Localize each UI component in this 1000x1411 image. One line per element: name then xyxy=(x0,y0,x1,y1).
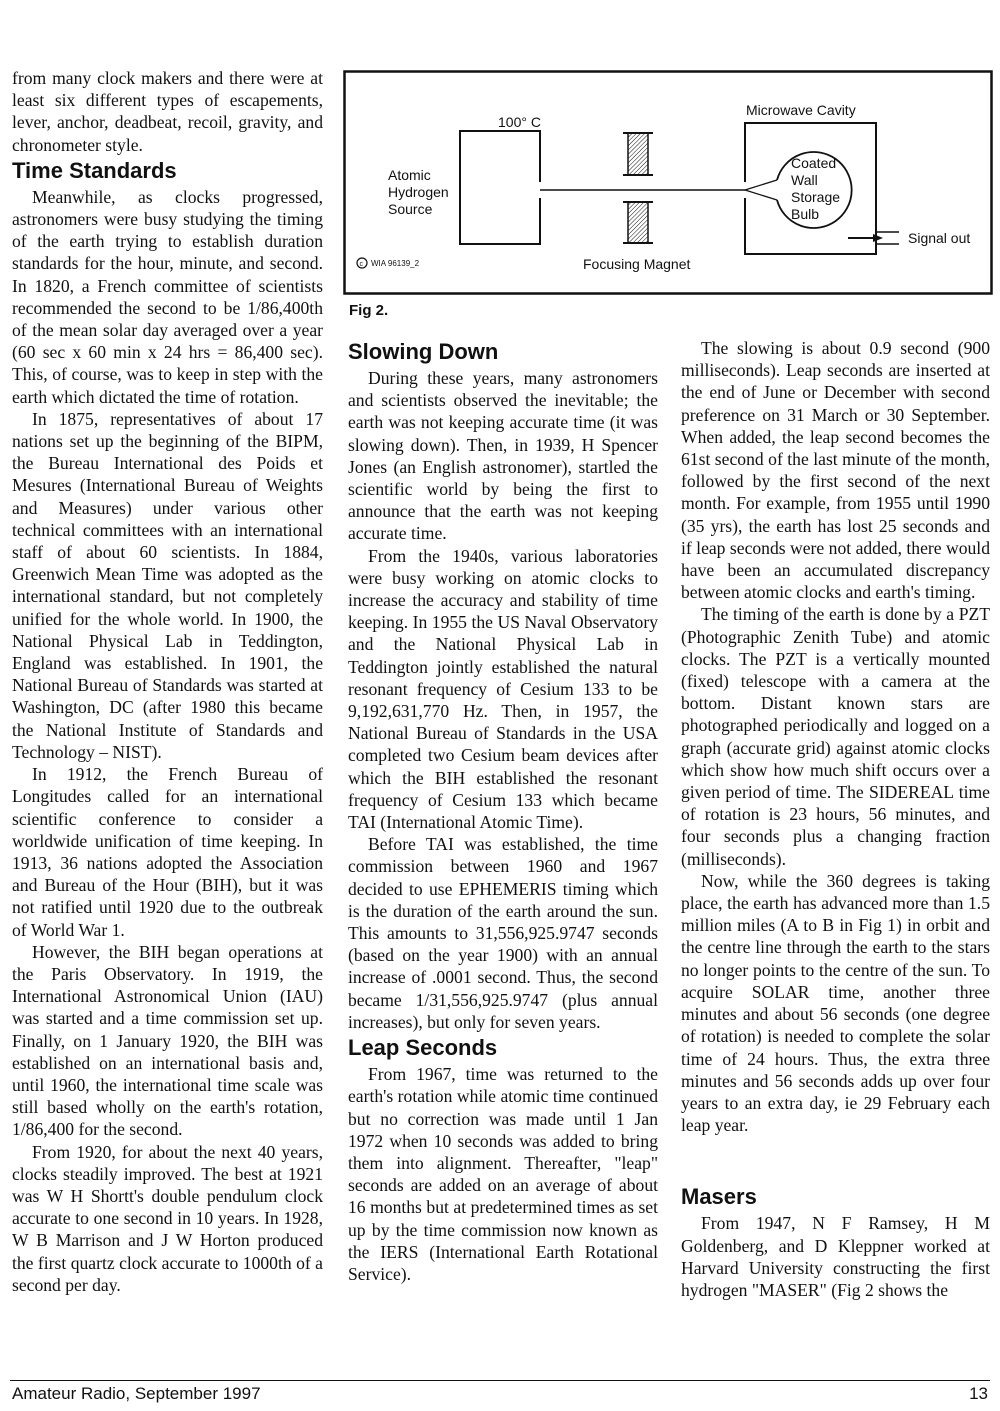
paragraph: From 1947, N F Ramsey, H M Goldenberg, and D Kleppner worked at Harvard University constructing the first hydrogen "MASER" (Fig 2 shows the xyxy=(681,1213,990,1300)
bulb-label-1: Coated xyxy=(791,155,837,171)
figure-caption: Fig 2. xyxy=(349,302,389,319)
magnet-bottom xyxy=(628,202,648,243)
paragraph: However, the BIH began operations at the Paris Observatory. In 1919, the International Astronomical Union (IAU) was started and a time commission set up. Finally, on 1 January 1920, the BIH was established on an international basis and, until 1960, the international time scale was still based wholly on the earth's rotation, 1/86,400 for the second. xyxy=(12,941,323,1140)
copyright-label: WIA 96139_2 xyxy=(371,259,420,268)
focusing-magnet-label: Focusing Magnet xyxy=(583,256,691,272)
temp-label: 100° C xyxy=(498,114,541,130)
page-number: 13 xyxy=(969,1384,988,1403)
footer-divider xyxy=(10,1380,990,1381)
paragraph: From the 1940s, various laboratories were busy working on atomic clocks to increase the accuracy and stability of time keeping. In 1955 the US Naval Observatory and the National Physical Lab in Teddington jointly established the natural resonant frequency of Cesium 133 to be 9,192,631,770 Hz. Then, in 1957, the National Bureau of Standards in the USA completed two Cesium beam devices after which the BIH established the resonant frequency of Cesium 133 which became TAI (International Atomic Time). xyxy=(348,545,658,833)
bulb-label-2: Wall xyxy=(791,172,818,188)
source-label-2: Hydrogen xyxy=(388,184,449,200)
heading-leap-seconds: Leap Seconds xyxy=(348,1035,498,1061)
signal-out-label: Signal out xyxy=(908,230,971,246)
paragraph: In 1875, representatives of about 17 nations set up the beginning of the BIPM, the Bureau International des Poids et Mesures (International Bureau of Weights and Measures) under various other technical committees with an international staff of about 60 scientists. In 1884, Greenwich Mean Time was adopted as the international standard, but not completely unified for the whole world. In 1900, the National Physical Lab in Teddington, England was established. In 1901, the National Bureau of Standards was started at Washington, DC (after 1980 this became the National Institute of Standards and Technology – NIST). xyxy=(12,408,323,762)
paragraph: During these years, many astronomers and scientists observed the inevitable; the earth was not keeping accurate time (it was slowing down). Then, in 1939, H Spencer Jones (an English astronomer), startled the scientific world by being the first to announce that the earth was not keeping accurate time. xyxy=(348,368,658,544)
bulb-label-4: Bulb xyxy=(791,206,820,222)
column-3 xyxy=(681,337,990,1301)
paragraph: Now, while the 360 degrees is taking place, the earth has advanced more than 1.5 million miles (A to B in Fig 1) in orbit and the centre line through the earth to the stars no longer points to the centre of the sun. To acquire SOLAR time, another three minutes and about 56 seconds (one degree of rotation) is needed to complete the solar time of 24 hours. Thus, the extra three minutes and 56 seconds adds up over four years to an extra day, ie 29 February each leap year. xyxy=(681,870,990,1136)
svg-text:c: c xyxy=(359,261,363,268)
column-2 xyxy=(348,337,658,1285)
paragraph: Before TAI was established, the time commission between 1960 and 1967 decided to use EPHEMERIS timing which is the duration of the earth around the sun. This amounts to 31,556,925.9747 seconds (based on the year 1900) with an annual increase of .0001 second. Thus, the second became 1/31,556,925.9747 (plus annual increases), but only for seven years. xyxy=(348,834,658,1032)
paragraph: Meanwhile, as clocks progressed, astronomers were busy studying the timing of the earth trying to establish duration standards for the hour, minute, and second. In 1820, a French committee of scientists recommended the second to be 1/86,400th of the mean solar day averaged over a year (60 sec x 60 min x 24 hrs = 86,400 sec). This, of course, was to keep in step with the earth which dictated the time of rotation. xyxy=(12,186,323,407)
magnet-top xyxy=(628,133,648,175)
column-1 xyxy=(12,67,323,1296)
paragraph: The slowing is about 0.9 second (900 milliseconds). Leap seconds are inserted at the end of June or December with second preference on 31 March or 30 September. When added, the leap second becomes the 61st second of the last minute of the month, followed by the first second of the next month. For example, from 1955 until 1990 (35 yrs), the earth has lost 25 seconds and if leap seconds were not added, there would have been an accumulated discrepancy between atomic clocks and earth's timing. xyxy=(681,338,990,603)
heading-slowing-down: Slowing Down xyxy=(348,339,499,364)
bulb-label-3: Storage xyxy=(791,189,841,205)
source-label-1: Atomic xyxy=(388,167,431,183)
publication-footer: Amateur Radio, September 1997 xyxy=(12,1384,261,1403)
source-box xyxy=(460,131,540,244)
heading-masers: Masers xyxy=(681,1184,757,1210)
paragraph: From 1967, time was returned to the earth's rotation while atomic time continued but no correction was made until 1 Jan 1972 when 10 seconds was added to bring them into alignment. Thereafter, "leap" seconds are added on an average of about 16 months but at predetermined times as set up by the time commission now known as the IERS (International Earth Rotational Service). xyxy=(348,1064,658,1284)
paragraph: The timing of the earth is done by a PZT (Photographic Zenith Tube) and atomic clocks. The PZT is a vertically mounted (fixed) telescope with a camera at the bottom. Distant known stars are photographed periodically and logged on a graph (accurate grid) against atomic clocks which show how much shift occurs over a given period of time. The SIDEREAL time of rotation is 23 hours, 56 minutes, and four seconds plus a changing fraction (milliseconds). xyxy=(681,604,990,869)
paragraph: In 1912, the French Bureau of Longitudes called for an international scientific conference to consider a worldwide unification of time keeping. In 1913, 36 nations adopted the Association and Bureau of the Hour (BIH), but it was not ratified until 1920 due to the outbreak of World War 1. xyxy=(12,764,323,940)
copyright-icon xyxy=(357,258,367,268)
cavity-label: Microwave Cavity xyxy=(746,102,856,118)
paragraph: from many clock makers and there were at least six different types of escapements, lever, anchor, deadbeat, recoil, gravity, and chronometer style. xyxy=(12,68,323,155)
hydrogen-maser-diagram xyxy=(343,70,993,295)
paragraph: From 1920, for about the next 40 years, clocks steadily improved. The best at 1921 was W H Shortt's double pendulum clock accurate to one second in 10 years. In 1928, W B Marrison and J W Horton produced the first quartz clock accurate to 1000th of a second per day. xyxy=(12,1141,323,1295)
source-label-3: Source xyxy=(388,201,433,217)
heading-time-standards: Time Standards xyxy=(12,157,177,183)
